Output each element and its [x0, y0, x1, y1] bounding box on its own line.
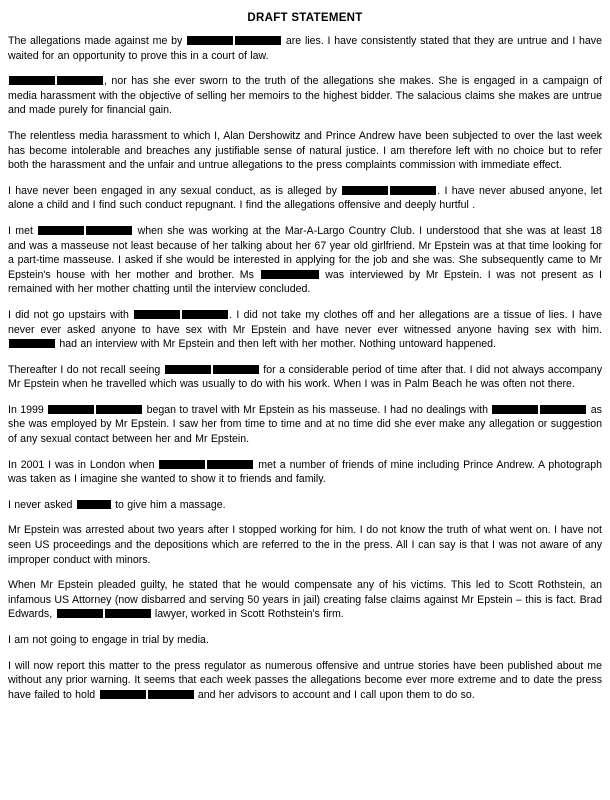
paragraph-text: . I did not take my clothes off and her allegations are a tissue of lies. I have never ever asked anyone to have sex with Mr Epstein and have never ever witnessed anyone having sex with him.	[8, 308, 602, 336]
redaction-bar	[235, 36, 281, 45]
redaction-bar	[9, 339, 55, 348]
paragraph-text: , nor has she ever sworn to the truth of the allegations she makes. She is engaged in a campaign of media harassment with the objective of selling her memoirs to the highest bidder. The salacious claims she makes are untrue and made purely for financial gain.	[8, 75, 602, 117]
paragraph	[8, 363, 602, 392]
paragraph	[8, 523, 602, 567]
redaction-bar	[390, 186, 436, 195]
paragraph-text: when she was working at the Mar-A-Largo Country Club. I understood that she was at least 18 and was a masseuse not least because of her talking about her 67 year old girlfriend. Mr Epstein was at that time looking for a part-time masseuse. I asked if she would be interested in applying for the job and she was. She subsequently came to Mr Epstein's house with her mother and brother. Ms	[8, 224, 602, 281]
paragraph-text: I will now report this matter to the press regulator as numerous offensive and untrue stories have been published about me without any prior warning. It seems that each week passes the allegations become ever more extreme and to date the press have failed to hold	[8, 659, 602, 701]
redaction-bar	[57, 609, 103, 618]
paragraph-text: for a considerable period of time after that. I did not always accompany Mr Epstein when he travelled which was usually to do with his work. When I was in Palm Beach he was often not there.	[8, 363, 602, 391]
redaction-bar	[492, 405, 538, 414]
paragraph-text: When Mr Epstein pleaded guilty, he stated that he would compensate any of his victims. This led to Scott Rothstein, an infamous US Attorney (now disbarred and serving 50 years in jail) creating false claims against Mr Epstein – this is fact. Brad Edwards,	[8, 579, 602, 621]
paragraph-text: I have never been engaged in any sexual conduct, as is alleged by	[8, 184, 342, 197]
page-title: DRAFT STATEMENT	[247, 12, 363, 24]
paragraph	[8, 578, 602, 622]
paragraph	[8, 308, 602, 352]
redaction-bar	[148, 690, 194, 699]
redaction-bar	[213, 365, 259, 374]
redaction-bar	[261, 270, 319, 279]
paragraph-text: and her advisors to account and I call upon them to do so.	[194, 688, 475, 701]
paragraph-text: In 1999	[8, 403, 48, 416]
redaction-bar	[9, 76, 55, 85]
paragraph	[8, 498, 602, 513]
paragraph-text: to give him a massage.	[111, 498, 226, 511]
redaction-bar	[100, 690, 146, 699]
paragraph-text: Mr Epstein was arrested about two years after I stopped working for him. I do not know the truth of what went on. I have not seen US proceedings and the depositions which are referred to the in the press. All I can say is that I was not aware of any improper conduct with minors.	[8, 524, 602, 566]
paragraph-text: The allegations made against me by	[8, 35, 187, 47]
paragraph	[8, 659, 602, 703]
paragraph	[8, 74, 602, 118]
paragraph-text: I never asked	[8, 498, 76, 511]
paragraph-text: The relentless media harassment to which I, Alan Dershowitz and Prince Andrew have been subjected to over the last week has become intolerable and breaches any justifiable sense of natural justice. I am therefore left with no choice but to refer both the harassment and the unfair and untrue allegations to the press complaints commission with immediate effect.	[8, 129, 602, 172]
paragraph	[8, 224, 602, 297]
paragraph-text: Thereafter I do not recall seeing	[8, 363, 164, 376]
paragraph	[8, 458, 602, 487]
paragraph-text: I did not go upstairs with	[8, 308, 134, 321]
redaction-bar	[38, 226, 84, 235]
paragraph	[8, 34, 602, 63]
paragraph-text: are lies. I have consistently stated that they are untrue and I have waited for an opportunity to prove this in a court of law.	[8, 35, 603, 62]
redaction-bar	[86, 226, 132, 235]
redaction-bar	[134, 310, 180, 319]
paragraph-text: I met	[8, 224, 38, 237]
redaction-bar	[182, 310, 228, 319]
redaction-bar	[57, 76, 103, 85]
redaction-bar	[540, 405, 586, 414]
redaction-bar	[342, 186, 388, 195]
redaction-bar	[159, 460, 205, 469]
paragraph-text: as she was employed by Mr Epstein. I saw her from time to time and at no time did she ever make any allegation or suggestion of any sexual contact between her and Mr Epstein.	[8, 403, 602, 446]
redaction-bar	[77, 500, 111, 509]
paragraph-text: lawyer, worked in Scott Rothstein's firm.	[151, 608, 344, 621]
redaction-bar	[48, 405, 94, 414]
paragraph-text: . I have never abused anyone, let alone a child and I find such conduct repugnant. I find the allegations offensive and deeply hurtful .	[8, 184, 602, 212]
paragraph	[8, 184, 602, 213]
redaction-bar	[187, 36, 233, 45]
redaction-bar	[96, 405, 142, 414]
paragraph-text: was interviewed by Mr Epstein. I was not present as I remained with her mother chatting until the interview concluded.	[8, 268, 602, 296]
paragraph-text: In 2001 I was in London when	[8, 458, 159, 471]
document-body	[8, 34, 602, 702]
paragraph-text: met a number of friends of mine including Prince Andrew. A photograph was taken as I imagine she wanted to show it to friends and family.	[8, 458, 602, 486]
paragraph-text: had an interview with Mr Epstein and then left with her mother. Nothing untoward happened.	[56, 338, 497, 351]
paragraph	[8, 633, 602, 648]
paragraph	[8, 129, 602, 173]
paragraph-text: began to travel with Mr Epstein as his masseuse. I had no dealings with	[143, 403, 492, 416]
paragraph	[8, 403, 602, 447]
redaction-bar	[165, 365, 211, 374]
paragraph-text: I am not going to engage in trial by media.	[8, 634, 209, 646]
redaction-bar	[105, 609, 151, 618]
redaction-bar	[207, 460, 253, 469]
